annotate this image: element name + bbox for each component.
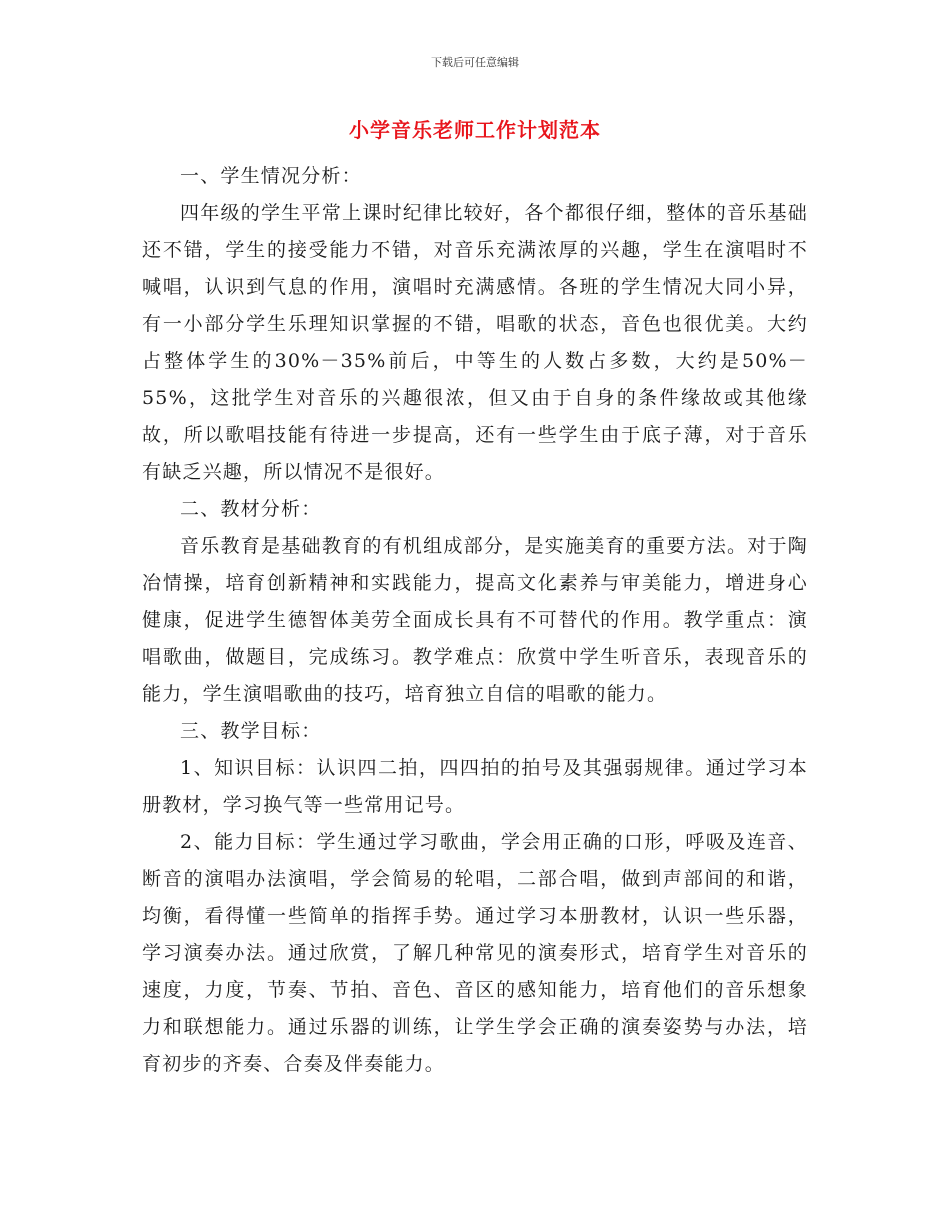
paragraph-material-analysis: 音乐教育是基础教育的有机组成部分，是实施美育的重要方法。对于陶冶情操，培育创新精神和实践能力，提高文化素养与审美能力，增进身心健康，促进学生德智体美劳全面成长具有不可替代的作用。教学重点：演唱歌曲，做题目，完成练习。教学难点：欣赏中学生听音乐，表现音乐的能力，学生演唱歌曲的技巧，培育独立自信的唱歌的能力。 [142,535,808,705]
section-heading-teaching-goals: 三、教学目标： [180,720,322,742]
paragraph-knowledge-goal: 1、知识目标：认识四二拍，四四拍的拍号及其强弱规律。通过学习本册教材，学习换气等一些常用记号。 [142,757,808,816]
document-body [142,158,808,1083]
section-heading-student-analysis: 一、学生情况分析： [180,165,362,187]
section-heading-material-analysis: 二、教材分析： [180,498,322,520]
header-note: 下载后可任意编辑 [431,56,519,69]
page-title: 小学音乐老师工作计划范本 [349,118,601,142]
paragraph-student-analysis: 四年级的学生平常上课时纪律比较好，各个都很仔细，整体的音乐基础还不错，学生的接受能力不错，对音乐充满浓厚的兴趣，学生在演唱时不喊唱，认识到气息的作用，演唱时充满感情。各班的学生情况大同小异，有一小部分学生乐理知识掌握的不错，唱歌的状态，音色也很优美。大约占整体学生的30%－35%前后，中等生的人数占多数，大约是50%－55%，这批学生对音乐的兴趣很浓，但又由于自身的条件缘故或其他缘故，所以歌唱技能有待进一步提高，还有一些学生由于底子薄，对于音乐有缺乏兴趣，所以情况不是很好。 [142,202,808,483]
paragraph-ability-goal: 2、能力目标：学生通过学习歌曲，学会用正确的口形，呼吸及连音、断音的演唱办法演唱，学会简易的轮唱，二部合唱，做到声部间的和谐，均衡，看得懂一些简单的指挥手势。通过学习本册教材，认识一些乐器，学习演奏办法。通过欣赏，了解几种常见的演奏形式，培育学生对音乐的速度，力度，节奏、节拍、音色、音区的感知能力，培育他们的音乐想象力和联想能力。通过乐器的训练，让学生学会正确的演奏姿势与办法，培育初步的齐奏、合奏及伴奏能力。 [142,831,808,1075]
